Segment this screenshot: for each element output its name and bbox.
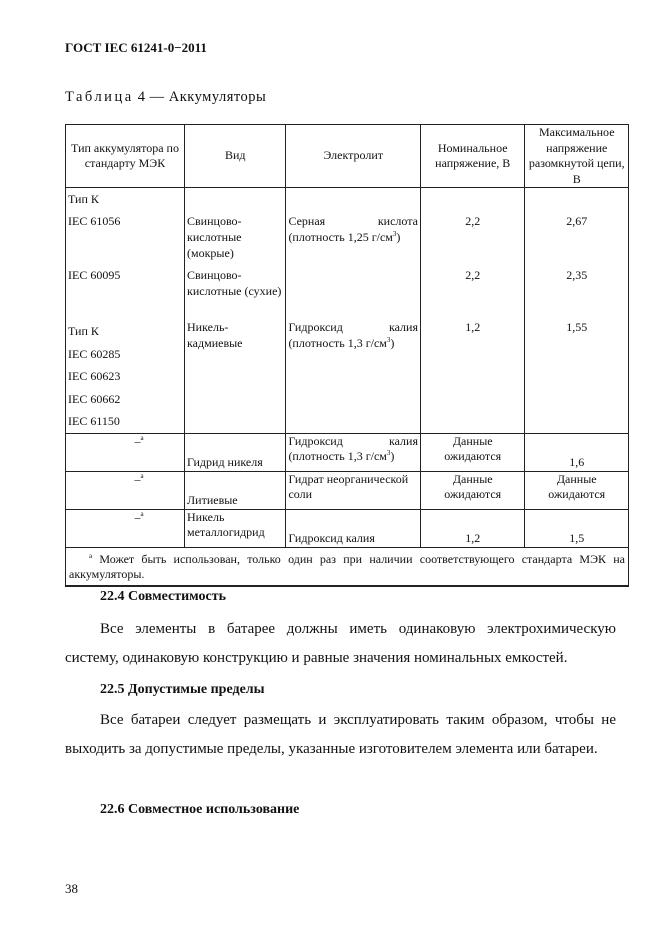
table-row [66, 433, 629, 471]
col-header-electrolyte: Электролит [286, 125, 421, 188]
table-row [66, 320, 629, 433]
cell-type: IEC 61056 [66, 214, 185, 268]
cell-type: Тип К [66, 188, 185, 215]
section-22-6-title: 22.6 Совместное использование [100, 802, 300, 817]
cell-kind: Никель металлогидрид [185, 509, 286, 547]
cell-type: Тип К IEC 60285 IEC 60623 IEC 60662 IEC 61150 [66, 320, 185, 433]
cell-nominal: 1,2 [420, 509, 525, 547]
table-caption-prefix: Таблица [65, 89, 134, 105]
document-header: ГОСТ IEC 61241-0−2011 [65, 40, 207, 55]
cell-nominal: Данные ожидаются [420, 433, 525, 471]
cell-nominal: 2,2 [420, 214, 525, 268]
batteries-table [65, 124, 629, 587]
col-header-type: Тип аккумулятора по стандарту МЭК [66, 125, 185, 188]
table-caption-title: — Аккумуляторы [149, 89, 267, 105]
cell-kind: Гидрид никеля [185, 433, 286, 471]
table-row [66, 188, 629, 215]
table-row [66, 214, 629, 268]
cell-electrolyte: Гидроксид калия (плотность 1,3 $г/см^3$) [286, 320, 421, 433]
section-22-5-text: Все батареи следует размещать и эксплуатировать таким образом, чтобы не выходить за допустимые пределы, указанные изготовителем элемента или батареи. [65, 712, 616, 757]
cell-electrolyte: Гидроксид калия (плотность 1,3 $г/см^3$) [286, 433, 421, 471]
table-row [66, 471, 629, 509]
table-caption-number: 4 [137, 89, 146, 105]
cell-max: 2,35 [525, 268, 629, 320]
cell-kind: Никель-кадмиевые [185, 320, 286, 433]
col-header-max-voltage: Максимальное напряжение разомкнутой цепи, В [525, 125, 629, 188]
cell-electrolyte: Гидрат неорганической соли [286, 471, 421, 509]
cell-nominal: Данные ожидаются [420, 471, 525, 509]
cell-electrolyte: Серная кислота (плотность 1,25 $г/см^3$) [286, 214, 421, 268]
table-row [66, 509, 629, 547]
cell-kind: Свинцово-кислотные (сухие) [185, 268, 286, 320]
cell-max: 1,6 [525, 433, 629, 471]
cell-max: 1,55 [525, 320, 629, 433]
cell-type: –$^a$ [66, 471, 185, 509]
table-footnote-row [66, 547, 629, 586]
section-22-5-title: 22.5 Допустимые пределы [100, 682, 265, 697]
col-header-nominal-voltage: Номинальное напряжение, В [420, 125, 525, 188]
table-footnote: $^a$ Может быть использован, только один раз при наличии соответствующего стандарта МЭК на аккумуляторы. [66, 547, 629, 586]
page-number: 38 [65, 881, 78, 896]
cell-kind: Литиевые [185, 471, 286, 509]
col-header-kind: Вид [185, 125, 286, 188]
table-header-row [66, 125, 629, 188]
section-22-4-title: 22.4 Совместимость [100, 589, 227, 604]
cell-nominal: 2,2 [420, 268, 525, 320]
section-22-4-text: Все элементы в батарее должны иметь одинаковую электрохимическую систему, одинаковую конструкцию и равные значения номинальных емкостей. [65, 621, 616, 666]
table-row [66, 268, 629, 320]
cell-kind: Свинцово-кислотные (мокрые) [185, 214, 286, 268]
cell-nominal: 1,2 [420, 320, 525, 433]
cell-max: 2,67 [525, 214, 629, 268]
cell-type: –$^a$ [66, 433, 185, 471]
cell-type: IEC 60095 [66, 268, 185, 320]
cell-max: Данные ожидаются [525, 471, 629, 509]
cell-max: 1,5 [525, 509, 629, 547]
cell-type: –$^a$ [66, 509, 185, 547]
table-caption [65, 89, 266, 106]
cell-electrolyte: Гидроксид калия [286, 509, 421, 547]
